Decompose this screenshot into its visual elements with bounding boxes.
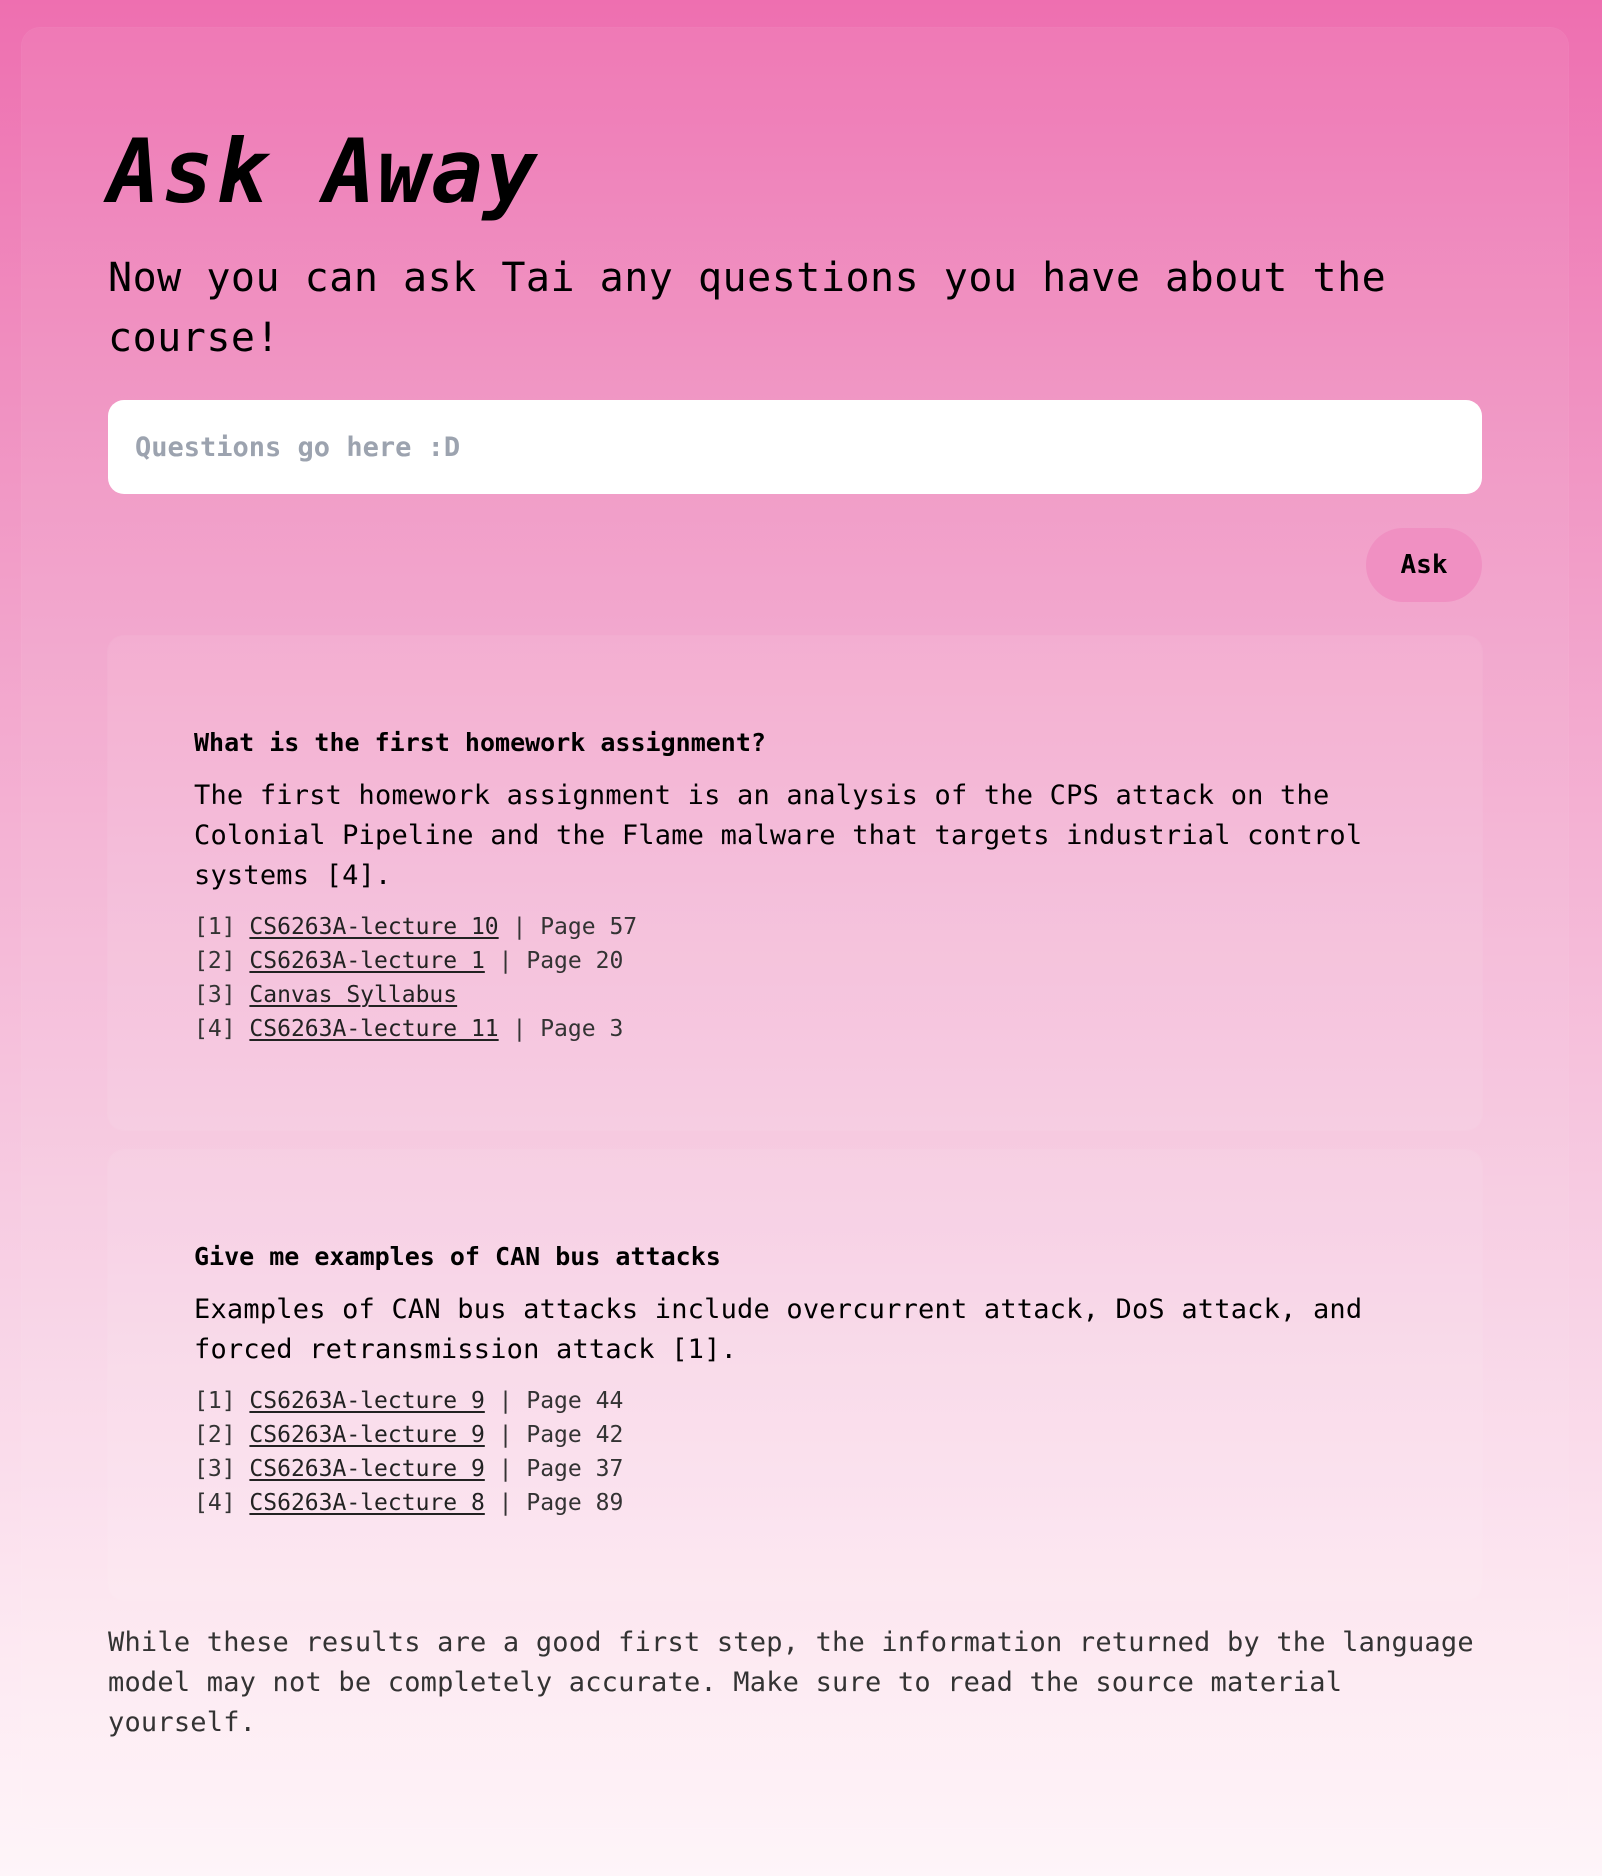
source-item — [194, 944, 1394, 978]
page-title: Ask Away — [108, 120, 540, 223]
source-item — [194, 1486, 1394, 1520]
result-question: What is the first homework assignment? — [194, 728, 766, 757]
source-index: [1] — [194, 1388, 236, 1414]
result-answer: The first homework assignment is an analysis of the CPS attack on the Colonial Pipeline and the Flame malware that targets industrial control systems [4]. — [194, 780, 1363, 891]
disclaimer-text: While these results are a good first step, the information returned by the language model may not be completely accurate. Make sure to read the source material yourself. — [108, 1627, 1474, 1738]
source-link[interactable]: CS6263A-lecture 9 — [249, 1388, 485, 1414]
source-list — [194, 1384, 1394, 1520]
question-input[interactable] — [108, 400, 1482, 494]
result-answer: Examples of CAN bus attacks include overcurrent attack, DoS attack, and forced retransmission attack [1]. — [194, 1294, 1363, 1365]
source-index: [2] — [194, 948, 236, 974]
source-link[interactable]: CS6263A-lecture 1 — [249, 948, 485, 974]
source-link[interactable]: CS6263A-lecture 9 — [249, 1456, 485, 1482]
source-page: | Page 44 — [498, 1388, 624, 1414]
source-link[interactable]: CS6263A-lecture 11 — [249, 1016, 499, 1042]
source-item — [194, 1012, 1394, 1046]
source-link[interactable]: CS6263A-lecture 10 — [249, 914, 499, 940]
source-index: [4] — [194, 1016, 236, 1042]
source-page: | Page 3 — [512, 1016, 624, 1042]
source-list — [194, 910, 1394, 1046]
source-item — [194, 910, 1394, 944]
source-item — [194, 1452, 1394, 1486]
result-card — [108, 636, 1482, 1130]
result-question: Give me examples of CAN bus attacks — [194, 1242, 721, 1271]
page-subtitle: Now you can ask Tai any questions you have about the course! — [108, 255, 1387, 361]
source-link[interactable]: CS6263A-lecture 9 — [249, 1422, 485, 1448]
source-index: [3] — [194, 1456, 236, 1482]
source-index: [3] — [194, 982, 236, 1008]
source-item — [194, 1384, 1394, 1418]
result-card — [108, 1150, 1482, 1600]
source-page: | Page 37 — [498, 1456, 624, 1482]
source-index: [1] — [194, 914, 236, 940]
source-index: [2] — [194, 1422, 236, 1448]
source-page: | Page 89 — [498, 1490, 624, 1516]
source-link[interactable]: CS6263A-lecture 8 — [249, 1490, 485, 1516]
source-link[interactable]: Canvas Syllabus — [249, 982, 458, 1008]
source-item — [194, 978, 1394, 1012]
source-index: [4] — [194, 1490, 236, 1516]
source-item — [194, 1418, 1394, 1452]
source-page: | Page 57 — [512, 914, 638, 940]
ask-button[interactable]: Ask — [1366, 528, 1482, 602]
source-page: | Page 20 — [498, 948, 624, 974]
source-page: | Page 42 — [498, 1422, 624, 1448]
